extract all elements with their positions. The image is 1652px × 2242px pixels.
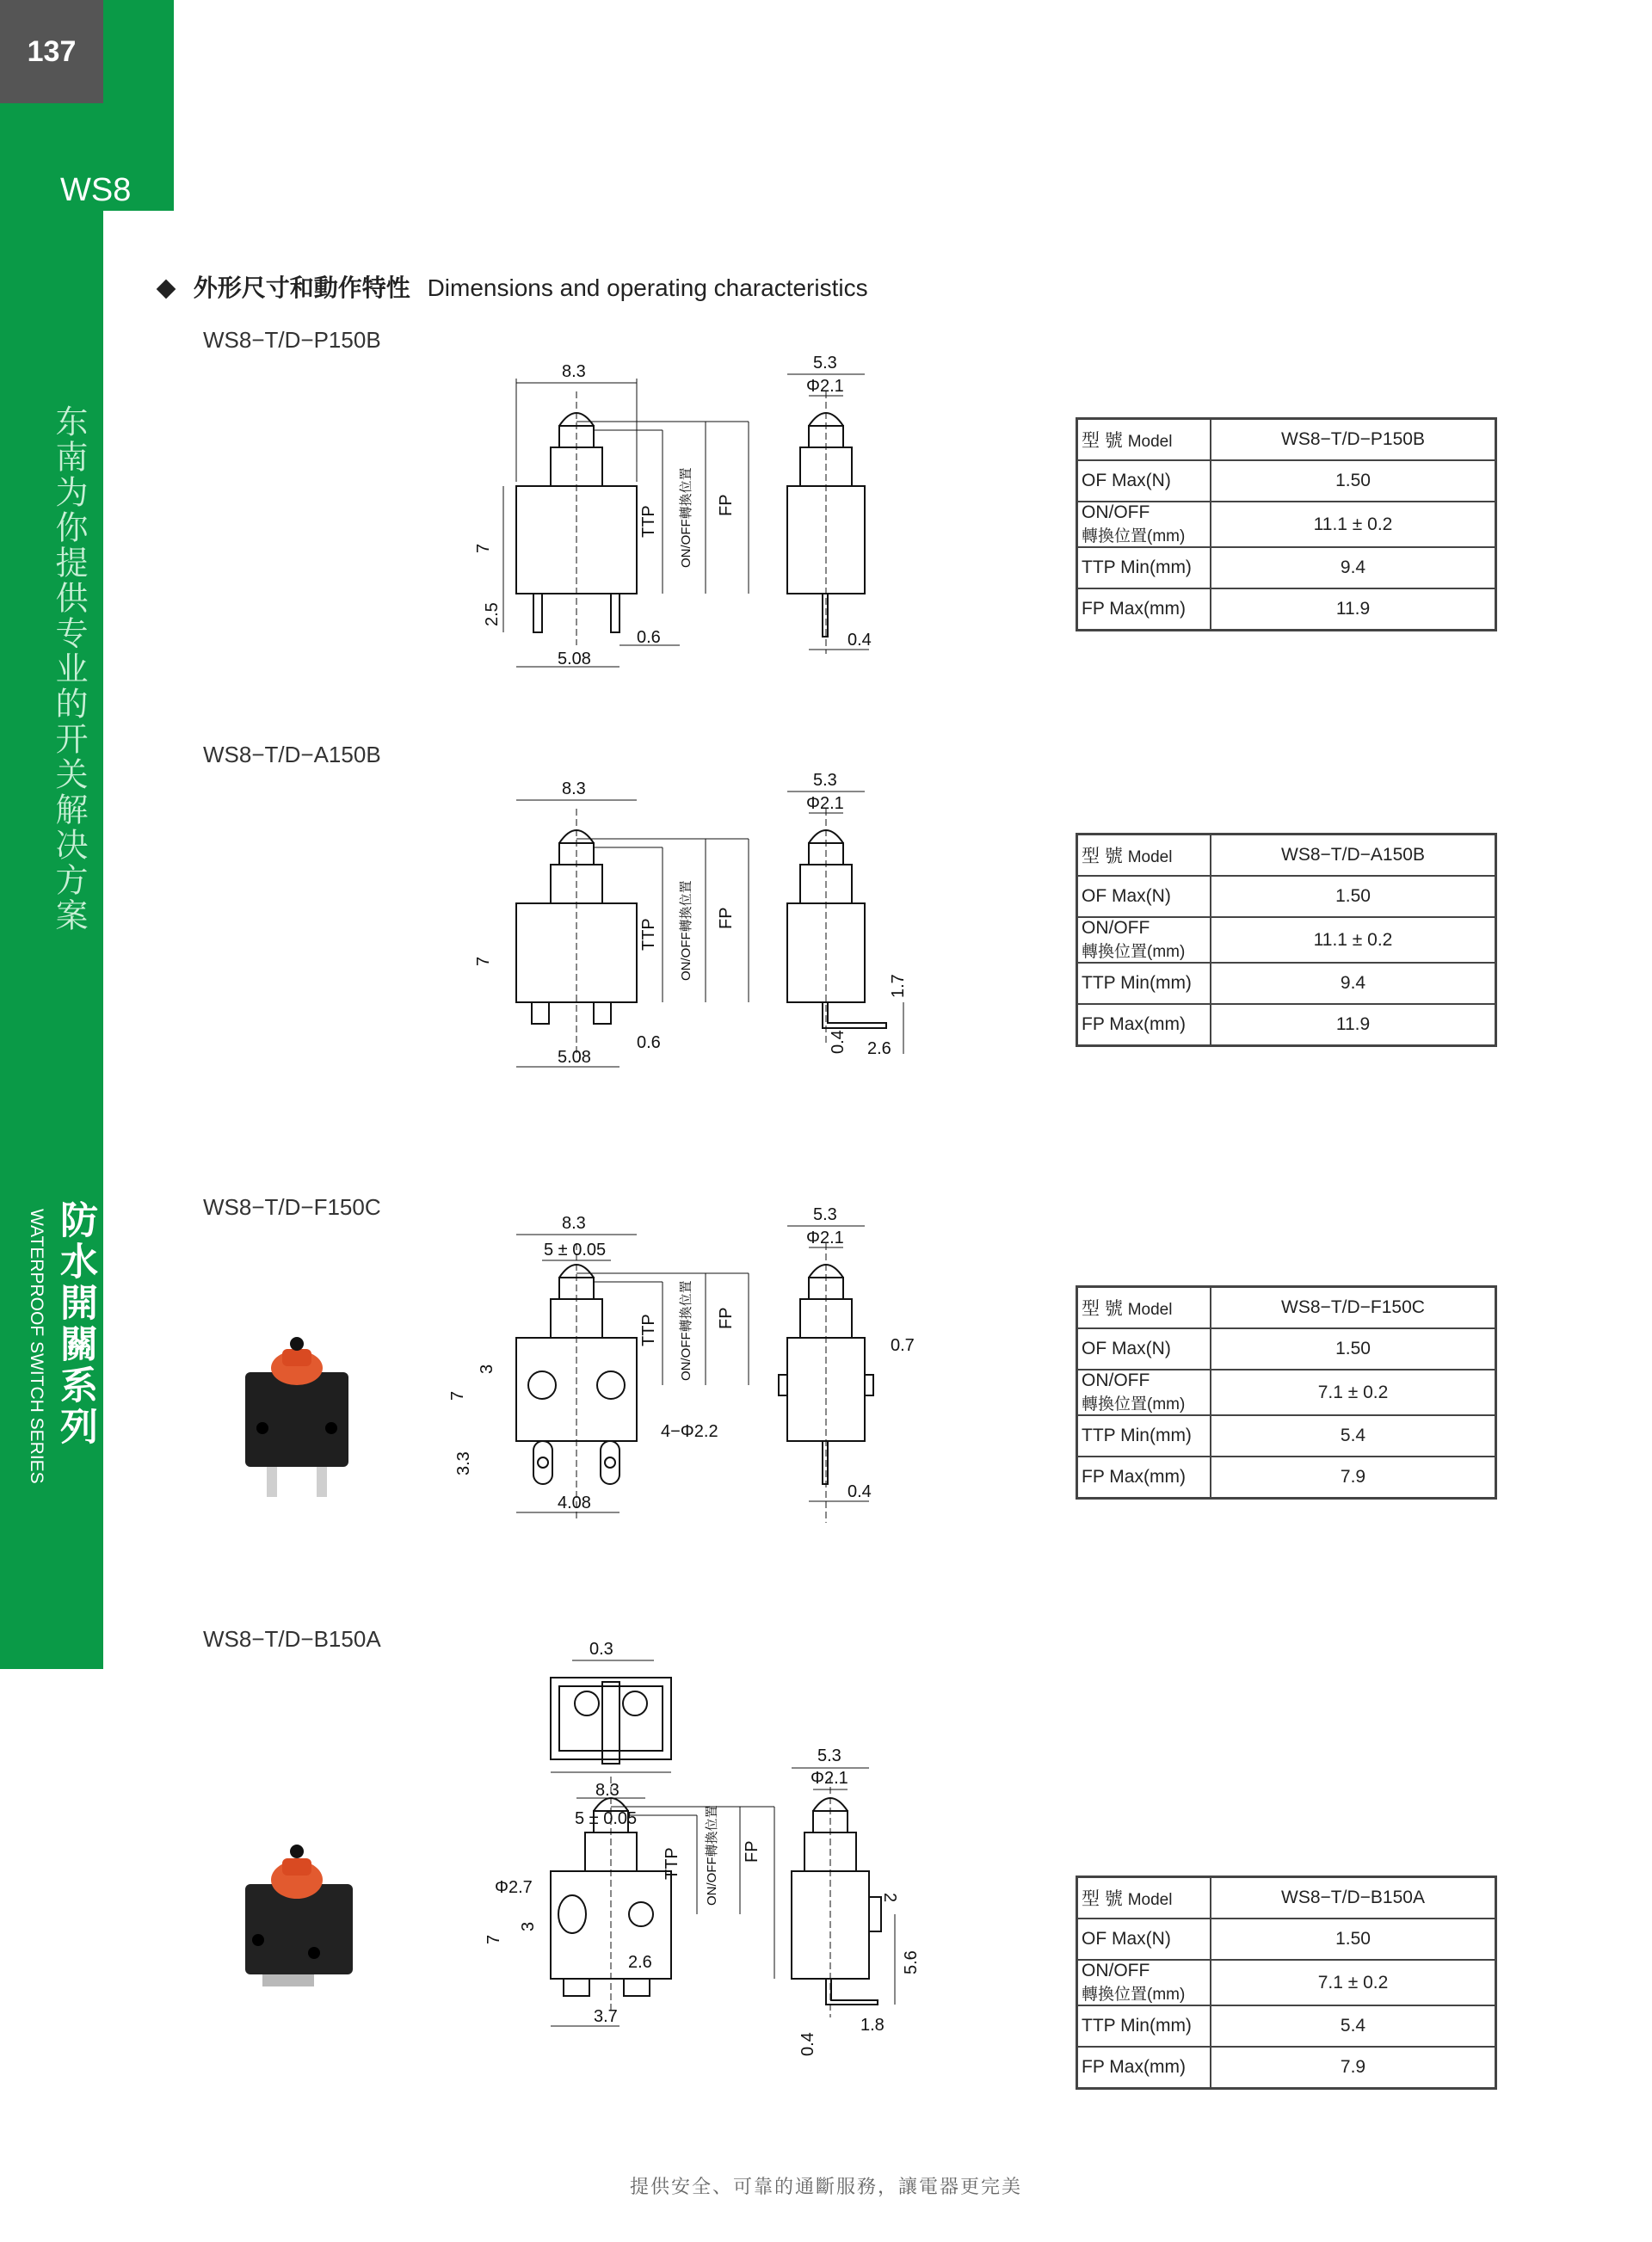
page-number: 137 (0, 0, 103, 103)
svg-text:7: 7 (474, 956, 493, 966)
product-photo-f150c (232, 1333, 361, 1514)
svg-text:3.3: 3.3 (454, 1451, 473, 1475)
heading-cn: 外形尺寸和動作特性 (193, 274, 410, 301)
svg-text:5.3: 5.3 (813, 771, 837, 790)
svg-text:FP: FP (717, 1307, 736, 1329)
svg-text:ON/OFF轉換位置: ON/OFF轉換位置 (679, 467, 693, 568)
spec-table-f150c: 型 號 Model WS8−T/D−F150C OF Max(N) 1.50 ON/OFF 轉換位置(mm) 7.1 ± 0.2 TTP Min(mm) 5.4 FP Max(mm) 7.9 (1076, 1285, 1497, 1500)
svg-text:2.6: 2.6 (867, 1039, 891, 1058)
svg-text:7: 7 (484, 1934, 503, 1944)
svg-text:5.6: 5.6 (902, 1950, 921, 1974)
svg-text:FP: FP (717, 494, 736, 516)
svg-text:7: 7 (448, 1390, 467, 1401)
svg-text:TTP: TTP (663, 1847, 681, 1880)
category-en: WATERPROOF SWITCH SERIES (27, 1209, 46, 1484)
svg-text:2: 2 (880, 1893, 899, 1903)
banner-tail (0, 1617, 103, 1686)
svg-text:0.4: 0.4 (848, 1482, 872, 1501)
svg-text:0.4: 0.4 (798, 2032, 817, 2056)
svg-text:2.6: 2.6 (628, 1953, 652, 1972)
svg-text:4−Φ2.2: 4−Φ2.2 (661, 1422, 718, 1441)
svg-text:ON/OFF轉換位置: ON/OFF轉換位置 (679, 1280, 693, 1381)
svg-text:5.3: 5.3 (813, 354, 837, 373)
svg-text:0.6: 0.6 (637, 1033, 661, 1052)
svg-text:8.3: 8.3 (562, 1214, 586, 1233)
product-photo-b150a (232, 1832, 387, 2005)
spec-table-b150a: 型 號 Model WS8−T/D−B150A OF Max(N) 1.50 ON/OFF 轉換位置(mm) 7.1 ± 0.2 TTP Min(mm) 5.4 FP Max(mm) 7.9 (1076, 1876, 1497, 2090)
svg-text:2.5: 2.5 (483, 602, 502, 626)
model-name: WS8−T/D−B150A (203, 1626, 381, 1652)
svg-text:TTP: TTP (639, 505, 658, 538)
drawing-p150b (465, 353, 929, 680)
spec-table-p150b: 型 號 Model WS8−T/D−P150B OF Max(N) 1.50 ON/OFF 轉換位置(mm) 11.1 ± 0.2 TTP Min(mm) 9.4 FP Max(mm) 11.9 (1076, 417, 1497, 631)
svg-text:5.08: 5.08 (558, 650, 591, 668)
svg-text:5.3: 5.3 (817, 1746, 841, 1765)
section-heading (159, 269, 868, 304)
drawing-a150b (465, 770, 929, 1097)
svg-text:ON/OFF轉換位置: ON/OFF轉換位置 (705, 1805, 719, 1906)
model-name: WS8−T/D−P150B (203, 327, 381, 353)
svg-text:FP: FP (743, 1840, 761, 1863)
svg-text:5.3: 5.3 (813, 1205, 837, 1224)
svg-text:TTP: TTP (639, 1314, 658, 1346)
svg-text:8.3: 8.3 (595, 1781, 620, 1800)
footer-slogan: 提供安全、可靠的通斷服務，讓電器更完美 (629, 2176, 1022, 2197)
svg-text:3: 3 (478, 1364, 496, 1374)
series-code: WS8 (60, 172, 132, 208)
svg-text:0.3: 0.3 (589, 1640, 613, 1659)
svg-text:5 ± 0.05: 5 ± 0.05 (544, 1241, 607, 1260)
svg-text:0.7: 0.7 (891, 1336, 915, 1355)
model-name: WS8−T/D−A150B (203, 742, 381, 767)
svg-text:5.08: 5.08 (558, 1048, 591, 1067)
svg-text:5 ± 0.05: 5 ± 0.05 (575, 1809, 638, 1828)
diamond-icon (157, 280, 176, 299)
svg-text:Φ2.7: Φ2.7 (495, 1878, 533, 1897)
svg-text:Φ2.1: Φ2.1 (806, 794, 844, 813)
svg-text:Φ2.1: Φ2.1 (806, 1229, 844, 1247)
svg-text:7: 7 (474, 543, 493, 553)
vertical-slogan: 东南为你提供专业的开关解决方案 (50, 404, 86, 933)
drawing-f150c (439, 1204, 929, 1549)
svg-text:8.3: 8.3 (562, 779, 586, 798)
spec-table-a150b: 型 號 Model WS8−T/D−A150B OF Max(N) 1.50 ON/OFF 轉換位置(mm) 11.1 ± 0.2 TTP Min(mm) 9.4 FP Max(mm) 11.9 (1076, 833, 1497, 1047)
svg-text:Φ2.1: Φ2.1 (811, 1769, 848, 1788)
category-cn: 防水開關系列 (54, 1200, 96, 1448)
svg-text:4.08: 4.08 (558, 1494, 591, 1512)
svg-text:FP: FP (717, 907, 736, 929)
svg-text:3: 3 (519, 1921, 538, 1931)
svg-text:ON/OFF轉換位置: ON/OFF轉換位置 (679, 880, 693, 981)
svg-text:TTP: TTP (639, 918, 658, 951)
dim-width: 8.3 (562, 362, 586, 381)
drawing-b150a (482, 1630, 929, 2112)
svg-text:Φ2.1: Φ2.1 (806, 377, 844, 396)
model-name: WS8−T/D−F150C (203, 1194, 381, 1220)
svg-text:0.6: 0.6 (637, 628, 661, 647)
svg-text:0.4: 0.4 (848, 631, 872, 650)
heading-en: Dimensions and operating characteristics (427, 274, 868, 301)
svg-text:1.7: 1.7 (889, 974, 908, 998)
svg-text:0.4: 0.4 (829, 1030, 848, 1054)
svg-text:3.7: 3.7 (594, 2007, 618, 2026)
svg-text:1.8: 1.8 (860, 2016, 885, 2035)
